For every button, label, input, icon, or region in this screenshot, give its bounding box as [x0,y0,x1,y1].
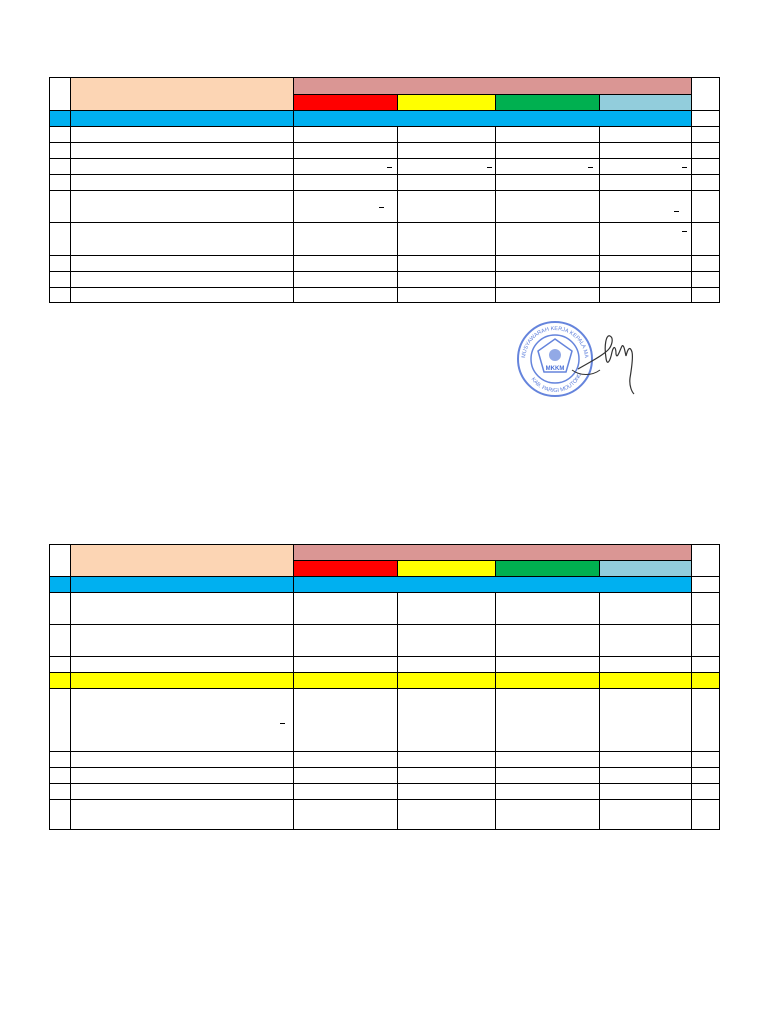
header-period-cell [294,78,692,95]
table-row [50,272,720,288]
header-green-cell [496,95,600,111]
header-notes-cell [692,78,720,111]
header-light-blue-cell [600,95,692,111]
header-red-cell [294,561,398,577]
table-row [50,657,720,673]
dash-mark [682,231,687,232]
dash-mark [588,167,593,168]
dash-mark [387,167,392,168]
table-row [50,143,720,159]
table-row [50,223,720,256]
schedule-table-top [49,77,720,303]
header-period-cell [294,545,692,561]
table-row [50,127,720,143]
table-row [50,288,720,303]
stamp-ring-text: MUSYAWARAH KERJA KEPALA MA [521,325,589,359]
table-row [50,593,720,625]
stamp-bottom-text: KAB. PARIGI MOUTONG [529,371,584,395]
table-row [50,625,720,657]
stamp-center-text: MKKM [545,366,565,372]
header-red-cell [294,95,398,111]
header-number-cell [50,78,71,111]
dash-mark [682,167,687,168]
dash-mark [487,167,492,168]
header-activity-cell [71,78,294,111]
header-activity-cell [71,545,294,577]
table-row [50,800,720,830]
header-green-cell [496,561,600,577]
header-notes-cell [692,545,720,577]
highlighted-row [50,673,720,689]
table-row [50,689,720,752]
table-row [50,175,720,191]
table-row [50,159,720,175]
table-row [50,768,720,784]
table-row [50,784,720,800]
section-row [50,111,720,127]
dash-mark [674,211,679,212]
section-row [50,577,720,593]
dash-mark [280,723,285,724]
schedule-table-bottom [49,544,720,830]
table-row [50,752,720,768]
table-row [50,256,720,272]
header-yellow-cell [398,561,496,577]
dash-mark [379,207,384,208]
header-yellow-cell [398,95,496,111]
header-light-blue-cell [600,561,692,577]
table-row [50,191,720,223]
signature [570,326,650,396]
header-number-cell [50,545,71,577]
